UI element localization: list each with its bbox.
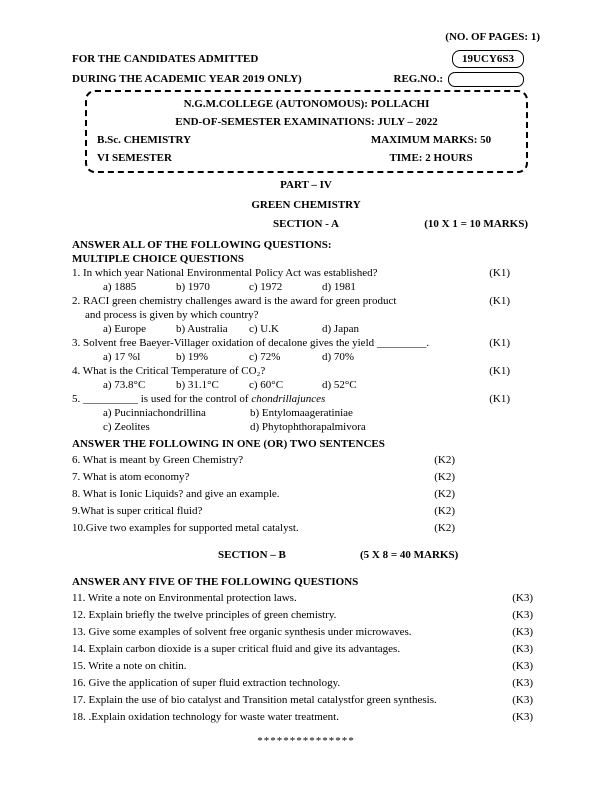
question-text: 13. Give some examples of solvent free organic synthesis under microwaves. [72, 626, 412, 638]
section-b-instruction: ANSWER ANY FIVE OF THE FOLLOWING QUESTIONS [72, 576, 359, 588]
subject-code-box: 19UCY6S3 [452, 50, 524, 68]
semester-row [97, 149, 516, 167]
option: c) 1972 [249, 281, 283, 293]
option: d) 70% [322, 351, 355, 363]
mcq-options [103, 322, 540, 336]
option: d) 52°C [322, 379, 357, 391]
question-mark-level: (K3) [512, 660, 533, 672]
question-text: 5. __________ is used for the control of chondrillajunces [72, 393, 326, 405]
part-title: PART – IV [280, 179, 332, 191]
question-mark-level: (K3) [512, 643, 533, 655]
question-text: 11. Write a note on Environmental protection laws. [72, 592, 297, 604]
option: b) Australia [176, 323, 228, 335]
footer-separator: *************** [257, 735, 355, 747]
question-text: 17. Explain the use of bio catalyst and Transition metal catalystfor green synthesis. [72, 694, 437, 706]
option: b) 31.1°C [176, 379, 219, 391]
question-mark-level: (K3) [512, 677, 533, 689]
option: d) 1981 [322, 281, 356, 293]
question-text: 18. .Explain oxidation technology for waste water treatment. [72, 711, 339, 723]
course-name: B.Sc. CHEMISTRY [97, 134, 192, 146]
option: d) Phytophthorapalmivora [250, 421, 366, 433]
option: c) U.K [249, 323, 279, 335]
reg-no-label: REG.NO.: [393, 73, 443, 85]
subject-title: GREEN CHEMISTRY [251, 199, 361, 211]
question-text-continuation: and process is given by which country? [85, 309, 259, 321]
question-mark-level: (K3) [512, 609, 533, 621]
max-marks: MAXIMUM MARKS: 50 [370, 134, 492, 146]
option: a) 73.8°C [103, 379, 146, 391]
question-row [72, 503, 540, 520]
option: a) 1885 [103, 281, 137, 293]
academic-year-row [72, 70, 540, 88]
question-row [72, 624, 540, 641]
option: a) 17 %l [103, 351, 141, 363]
section-a-marks: (10 X 1 = 10 MARKS) [424, 218, 528, 230]
question-mark-level: (K3) [512, 592, 533, 604]
question-row [72, 641, 540, 658]
short-answer-heading: ANSWER THE FOLLOWING IN ONE (OR) TWO SENTENCES [72, 438, 385, 450]
question-text: 3. Solvent free Baeyer-Villager oxidation of decalone gives the yield _________. [72, 337, 430, 349]
option: a) Europe [103, 323, 147, 335]
section-a-instruction-1: ANSWER ALL OF THE FOLLOWING QUESTIONS: [72, 239, 332, 251]
exam-header-box [85, 90, 528, 173]
option: c) 72% [249, 351, 281, 363]
question-text: 6. What is meant by Green Chemistry? [72, 454, 244, 466]
option: c) 60°C [249, 379, 284, 391]
mcq-question-row [72, 336, 540, 350]
candidates-admitted-line2: DURING THE ACADEMIC YEAR 2019 ONLY) [72, 73, 302, 85]
question-row [72, 658, 540, 675]
question-text: 7. What is atom economy? [72, 471, 190, 483]
question-row [72, 469, 540, 486]
exam-time: TIME: 2 HOURS [389, 152, 473, 164]
candidates-admitted-row [72, 50, 540, 68]
question-mark-level: (K3) [512, 694, 533, 706]
question-mark-level: (K2) [434, 471, 455, 483]
mcq-options [103, 378, 540, 392]
question-mark-level: (K1) [489, 267, 510, 279]
section-a-title: SECTION - A [272, 218, 340, 230]
section-b-title: SECTION – B [218, 549, 286, 561]
option: b) 19% [176, 351, 209, 363]
question-text: 4. What is the Critical Temperature of CO₂? [72, 365, 266, 377]
exam-title: END-OF-SEMESTER EXAMINATIONS: JULY – 2022 [175, 116, 438, 128]
question-row [72, 486, 540, 503]
question-row [72, 607, 540, 624]
question-mark-level: (K3) [512, 711, 533, 723]
question-text: 1. In which year National Environmental Policy Act was established? [72, 267, 378, 279]
mcq-options [103, 350, 540, 364]
pages-count: (NO. OF PAGES: 1) [445, 31, 540, 43]
question-text: 12. Explain briefly the twelve principles of green chemistry. [72, 609, 337, 621]
option: d) Japan [322, 323, 359, 335]
reg-no-field [448, 72, 524, 87]
question-row [72, 709, 540, 726]
section-b-heading [72, 549, 540, 564]
mcq-question-row [72, 364, 540, 378]
option: a) Pucinniachondrillina [103, 407, 206, 419]
question-text: 15. Write a note on chitin. [72, 660, 187, 672]
course-row [97, 131, 516, 149]
mcq-options [103, 280, 540, 294]
question-text: 9.What is super critical fluid? [72, 505, 203, 517]
question-row [72, 590, 540, 607]
candidates-admitted-line1: FOR THE CANDIDATES ADMITTED [72, 53, 259, 65]
option: b) 1970 [176, 281, 210, 293]
semester: VI SEMESTER [97, 152, 172, 164]
question-mark-level: (K1) [489, 337, 510, 349]
italic-term: chondrillajunces [251, 393, 326, 405]
question-mark-level: (K2) [434, 454, 455, 466]
question-row [72, 452, 540, 469]
option: c) Zeolites [103, 421, 150, 433]
mcq-options [103, 406, 540, 420]
mcq-question-row [72, 392, 540, 406]
reg-no-group [394, 72, 525, 87]
question-mark-level: (K2) [434, 522, 455, 534]
question-text: 10.Give two examples for supported metal catalyst. [72, 522, 299, 534]
question-mark-level: (K2) [434, 488, 455, 500]
question-mark-level: (K1) [489, 393, 510, 405]
question-mark-level: (K1) [489, 365, 510, 377]
mcq-options [103, 420, 540, 434]
section-b [72, 549, 540, 726]
option: b) Entylomaageratiniae [250, 407, 353, 419]
section-a-heading [72, 218, 540, 233]
college-name: N.G.M.COLLEGE (AUTONOMOUS): POLLACHI [183, 98, 430, 110]
question-text: 16. Give the application of super fluid extraction technology. [72, 677, 341, 689]
question-mark-level: (K3) [512, 626, 533, 638]
section-a-instruction-2: MULTIPLE CHOICE QUESTIONS [72, 253, 244, 265]
section-b-marks: (5 X 8 = 40 MARKS) [360, 549, 459, 561]
mcq-question-row [72, 266, 540, 280]
section-b-question-list [72, 590, 540, 726]
question-row [72, 675, 540, 692]
short-answer-list [72, 452, 540, 537]
mcq-question-row [72, 294, 540, 322]
question-text: 8. What is Ionic Liquids? and give an example. [72, 488, 280, 500]
question-text: 14. Explain carbon dioxide is a super critical fluid and give its advantages. [72, 643, 401, 655]
question-mark-level: (K2) [434, 505, 455, 517]
question-row [72, 692, 540, 709]
question-mark-level: (K1) [489, 295, 510, 307]
question-row [72, 520, 540, 537]
question-text: 2. RACI green chemistry challenges award is the award for green product and process is given by which country? [72, 295, 397, 321]
